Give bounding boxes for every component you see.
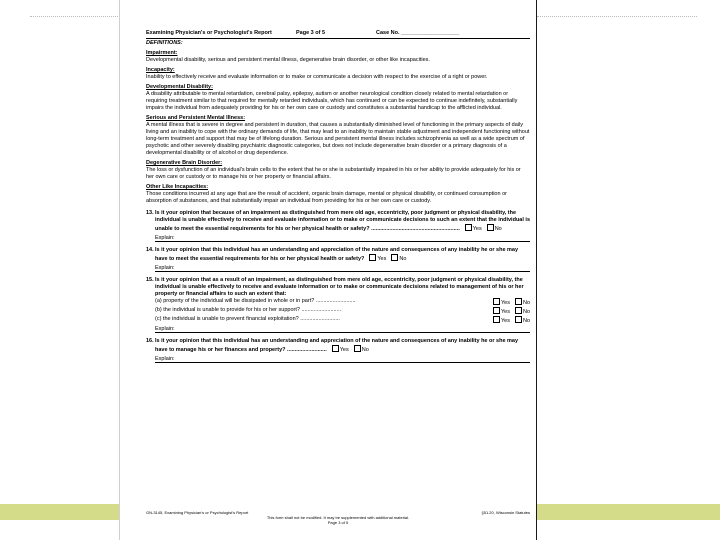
question-text: Is it your opinion that as a result of an impairment, as distinguished from mere old age, eccentricity, poor judgment or physical disability, the individual is unable effectively to receive and evaluate information or to make or communicate decisions related to management of his or her property or financial affairs to such an extent that: (155, 276, 524, 297)
right-accent-band (537, 504, 720, 520)
yes-option[interactable] (332, 345, 349, 354)
sub-item-text: (a) property of the individual will be dissipated in whole or in part? .......................... (155, 297, 356, 304)
definition-term: Serious and Persistent Mental Illness: (146, 114, 246, 121)
yes-option[interactable] (369, 254, 386, 263)
no-label: No (522, 308, 530, 315)
question-body (155, 210, 530, 242)
question-body (155, 247, 530, 272)
explain-label: Explain: (155, 326, 175, 333)
form-page (146, 30, 530, 528)
yes-label: Yes (500, 299, 510, 306)
footer-notice: This form shall not be modified. It may be supplemented with additional material. (266, 514, 410, 520)
no-label: No (399, 255, 407, 262)
no-checkbox[interactable] (391, 254, 398, 261)
sub-item-choices (488, 307, 530, 316)
definition-term: Developmental Disability: (146, 83, 213, 90)
no-option[interactable] (515, 307, 530, 316)
left-dotted-rule (30, 16, 118, 18)
yes-checkbox[interactable] (493, 298, 500, 305)
definitions-list (146, 50, 530, 205)
form-header-title: Examining Physician's or Psychologist's Report (146, 30, 272, 36)
yes-label: Yes (500, 317, 510, 324)
question-choices (460, 226, 502, 232)
yes-option[interactable] (493, 298, 510, 307)
explain-field[interactable] (155, 265, 530, 272)
question-number: 14. (146, 246, 154, 253)
no-option[interactable] (487, 224, 502, 233)
yes-checkbox[interactable] (493, 307, 500, 314)
definition-text: Developmental disability, serious and persistent mental illness, degenerative brain disorder, or other like incapacities. (146, 56, 430, 63)
no-label: No (494, 225, 502, 232)
no-option[interactable] (515, 298, 530, 307)
sub-item-choices (488, 316, 530, 325)
no-checkbox[interactable] (515, 307, 522, 314)
definition-text: Those conditions incurred at any age that are the result of accident, organic brain damage, mental or physical disability, or continued consumption or absorption of substances, and that substantially impair an individual from providing for his or her own care or custody. (146, 190, 507, 204)
yes-label: Yes (472, 225, 482, 232)
footer-statute: §51.20, Wisconsin Statutes (481, 509, 530, 515)
yes-label: Yes (500, 308, 510, 315)
yes-option[interactable] (493, 307, 510, 316)
no-checkbox[interactable] (487, 224, 494, 231)
yes-checkbox[interactable] (369, 254, 376, 261)
explain-label: Explain: (155, 234, 175, 241)
yes-label: Yes (339, 347, 349, 354)
form-header-case: Case No. ___________________ (376, 30, 460, 36)
sub-item-choices (488, 298, 530, 307)
explain-field[interactable] (155, 356, 530, 363)
question-text: Is it your opinion that this individual has an understanding and appreciation of the nature and consequences of any inability he or she may have to meet the essential requirements for his or her physical health or safety? (155, 246, 519, 262)
question-number: 15. (146, 276, 154, 283)
definition-text: A disability attributable to mental retardation, cerebral palsy, epilepsy, autism or another neurological condition closely related to mental retardation or requiring treatment similar to that required for mentally retarded individuals, which has continued or can be expected to continue indefinitely, substantially impairs the individual from adequately providing for his or her own care or custody and constitutes a substantial handicap to the afflicted individual. (146, 90, 518, 111)
yes-label: Yes (377, 255, 387, 262)
yes-option[interactable] (493, 316, 510, 325)
definition-text: The loss or dysfunction of an individual's brain cells to the extent that he or she is substantially impaired in his or her ability to provide adequately for his or her own care or custody or to manage his or her property or financial affairs. (146, 166, 521, 180)
question-item (146, 277, 530, 334)
definition-term: Other Like Incapacities: (146, 183, 209, 190)
question-text: Is it your opinion that this individual has an understanding and appreciation of the nature and consequences of any inability he or she may have to manage his or her finances and property? .......................... (155, 338, 519, 354)
explain-label: Explain: (155, 264, 175, 271)
sub-item-text: (b) the individual is unable to provide for his or her support? .......................... (155, 306, 342, 313)
no-label: No (361, 347, 369, 354)
yes-checkbox[interactable] (465, 224, 472, 231)
question-item (146, 210, 530, 242)
definition-term: Degenerative Brain Disorder: (146, 159, 223, 166)
question-number: 16. (146, 338, 154, 345)
definition-text: Inability to effectively receive and evaluate information or to make or communicate a decision with respect to the exercise of a right or power. (146, 73, 488, 80)
definitions-heading: DEFINITIONS: (146, 39, 183, 46)
no-checkbox[interactable] (515, 316, 522, 323)
right-vertical-rule (536, 0, 537, 540)
explain-field[interactable] (155, 326, 530, 333)
question-body (155, 338, 530, 363)
question-sub-item (155, 307, 530, 316)
sub-item-text: (c) the individual is unable to prevent financial exploitation? .......................... (155, 315, 340, 322)
left-accent-band (0, 504, 119, 520)
no-label: No (522, 317, 530, 324)
no-option[interactable] (354, 345, 369, 354)
form-header (146, 30, 530, 39)
question-choices (327, 347, 369, 353)
question-body (155, 277, 530, 334)
question-item (146, 338, 530, 363)
definition-term: Impairment: (146, 49, 178, 56)
question-choices (364, 256, 406, 262)
definition-text: A mental illness that is severe in degree and persistent in duration, that causes a substantially diminished level of functioning in the primary aspects of daily living and an inability to cope with the ordinary demands of life, that may lead to an inability to maintain stable adjustment and independent functioning without long-term treatment and support that may be of lifelong duration. Serious and persistent mental illness includes schizophrenia as well as a wide spectrum of psychotic and other severely disabling psychiatric diagnostic categories, but does not include degenerative brain disorder or a primary diagnosis of a developmental disability or of alcohol or drug dependence. (146, 121, 530, 156)
footer-form-id: GN-3145, Examining Physician's or Psychologist's Report (146, 509, 249, 515)
yes-checkbox[interactable] (493, 316, 500, 323)
question-sub-item (155, 316, 530, 325)
form-header-page: Page 3 of 5 (296, 30, 326, 36)
question-text: Is it your opinion that because of an impairment as distinguished from mere old age, eccentricity, poor judgment or physical disability, the individual is unable effectively to receive and evaluate information or to make or communicate decisions to such an extent that the individual is unable to meet the essential requirements for his or her physical health or safety? .......................................................... (155, 209, 531, 232)
footer-page-number: Page 3 of 5 (327, 519, 349, 525)
form-footer (146, 510, 530, 525)
yes-option[interactable] (465, 224, 482, 233)
yes-checkbox[interactable] (332, 345, 339, 352)
explain-field[interactable] (155, 235, 530, 242)
no-option[interactable] (515, 316, 530, 325)
question-sub-item (155, 298, 530, 307)
right-dotted-rule (537, 16, 697, 18)
no-option[interactable] (391, 254, 406, 263)
no-label: No (522, 299, 530, 306)
questions-list (146, 210, 530, 364)
explain-label: Explain: (155, 356, 175, 363)
question-number: 13. (146, 209, 154, 216)
definition-term: Incapacity: (146, 66, 175, 73)
no-checkbox[interactable] (515, 298, 522, 305)
left-vertical-rule (119, 0, 120, 540)
no-checkbox[interactable] (354, 345, 361, 352)
question-item (146, 247, 530, 272)
